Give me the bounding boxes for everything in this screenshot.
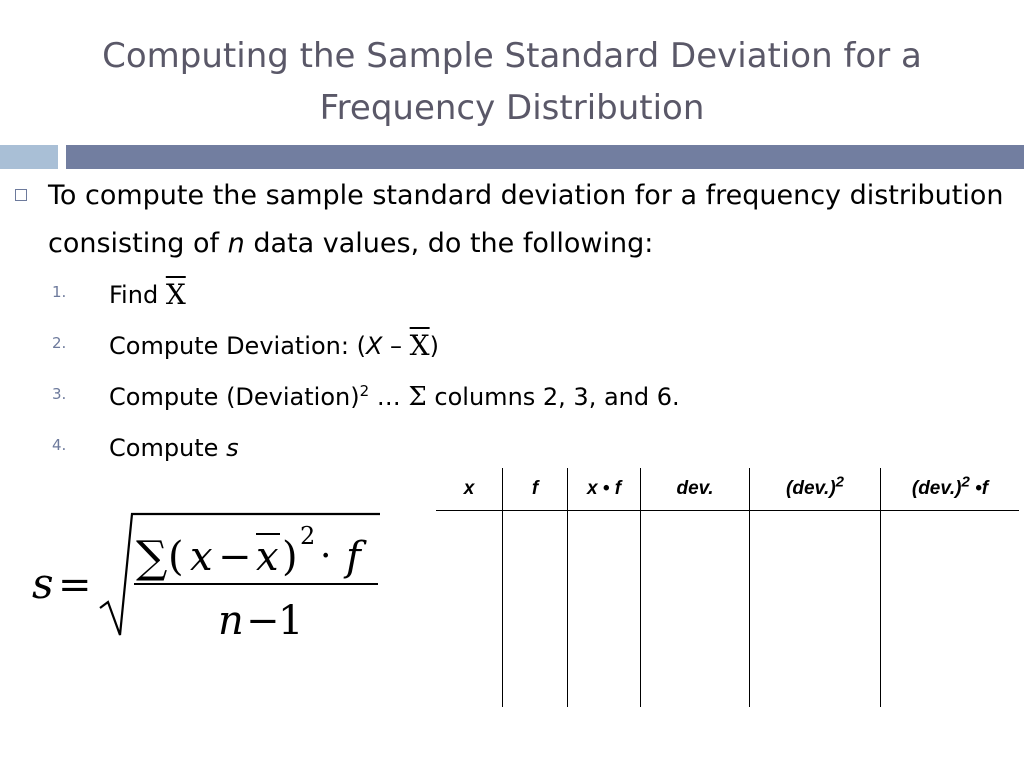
table-row [436,511,1019,708]
formula-equals: = [58,562,92,608]
step-text: Compute (Deviation) [109,383,360,411]
slide-title [40,30,984,134]
step-text: Compute Deviation: ( [109,332,366,360]
formula-dot: · [320,536,332,577]
step-number: 1. [52,283,67,301]
x-bar-symbol: $\overline{X}$ [409,329,430,362]
step-1 [0,275,1024,315]
title-line-1: Computing the Sample Standard Deviation for a [102,36,922,76]
close-paren: ) [429,332,439,360]
col-header-dev-squared-f: $(dev.)^2$ •f [881,468,1020,511]
formula-open-paren: ( [168,534,184,580]
intro-paragraph [48,172,1008,268]
table-cell [503,511,568,708]
intro-text-1: To compute the sample standard deviation for a frequency distribution consisting of [48,180,1004,259]
formula-exponent: 2 [300,522,316,550]
formula-n: n [218,598,244,644]
formula-f: f [346,534,361,580]
col-header-x: x [436,468,503,511]
step-number: 4. [52,436,67,454]
accent-bar-light [0,145,58,169]
step-2 [0,326,1024,366]
table-cell [881,511,1020,708]
x-bar-symbol: $\overline{X}$ [165,278,186,311]
step-number: 2. [52,334,67,352]
formula-s: s [32,559,54,608]
col-header-f: f [503,468,568,511]
step-3 [0,377,1024,417]
step-4 [0,428,1024,468]
accent-bar-dark [66,145,1024,169]
formula-one: 1 [278,598,304,644]
intro-text-2: data values, do the following: [244,228,654,259]
frequency-table [436,468,1019,707]
step-number: 3. [52,385,67,403]
superscript: 2 [359,382,370,400]
step-text: Find [109,281,166,309]
ellipsis: … [369,383,409,411]
col-header-dev-squared: $(dev.)^2$ [750,468,881,511]
sigma-icon: Σ [408,382,427,412]
table-cell [436,511,503,708]
intro-n: n [227,228,245,259]
var-s: s [226,434,239,462]
table-cell [641,511,750,708]
square-bullet-icon [15,189,27,201]
step-text-after: columns 2, 3, and 6. [426,383,680,411]
std-dev-formula [20,500,400,650]
formula-x: x [190,534,213,580]
var-x: X [365,332,383,360]
step-text: Compute [109,434,227,462]
formula-sum-icon: ∑ [136,532,168,583]
col-header-dev: dev. [641,468,750,511]
title-line-2: Frequency Distribution [319,88,705,128]
table-cell [750,511,881,708]
formula-x-bar: x [256,534,279,580]
col-header-xf: x • f [568,468,641,511]
minus-sign: – [382,332,410,360]
table-cell [568,511,641,708]
formula-close-paren: ) [282,534,298,580]
formula-minus: − [218,534,252,580]
formula-den-minus: − [246,598,280,644]
